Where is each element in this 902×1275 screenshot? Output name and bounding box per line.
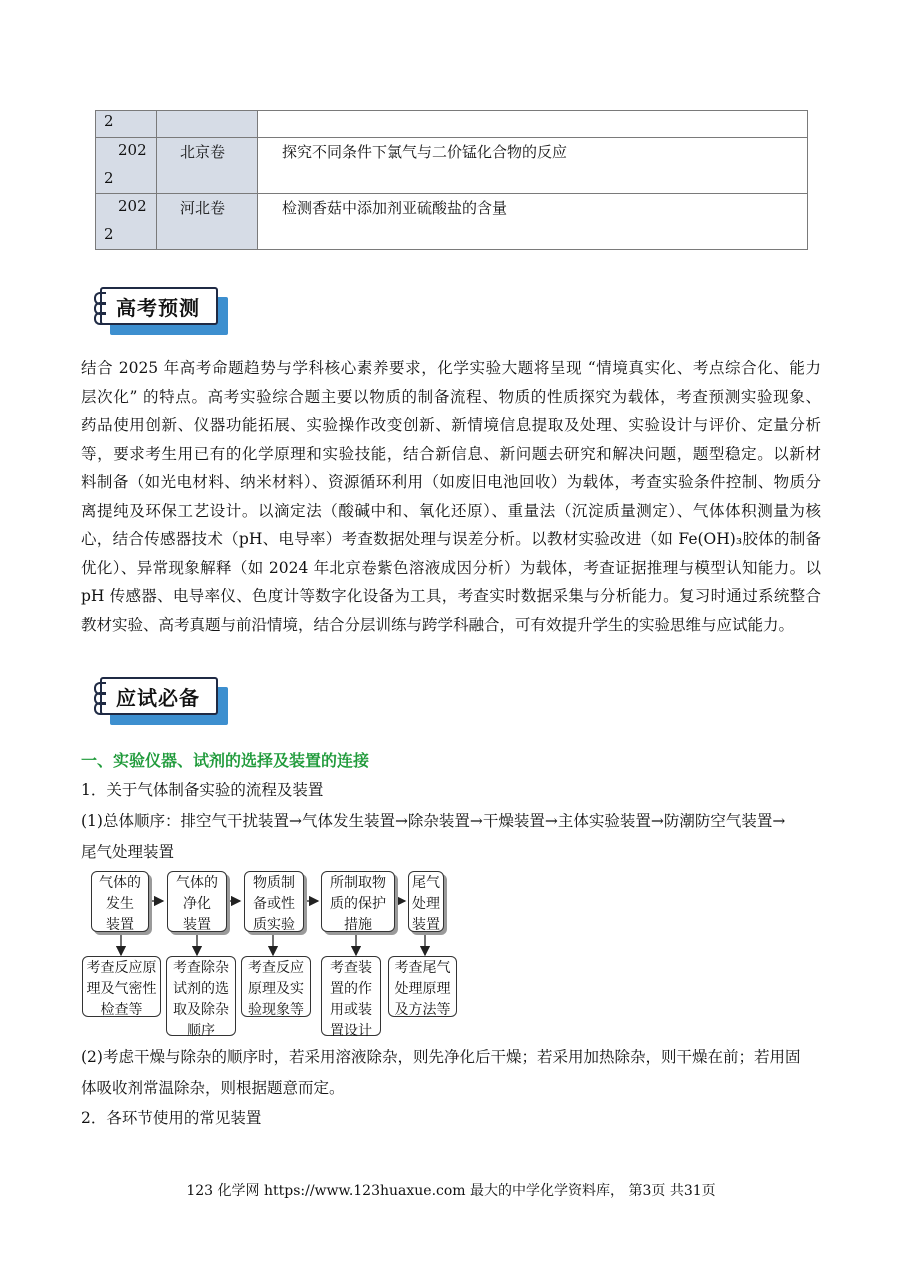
body-line: (1)总体顺序：排空气干扰装置→气体发生装置→除杂装置→干燥装置→主体实验装置→防潮防空气装置→ xyxy=(81,812,786,830)
paragraph-line: 结合 2025 年高考命题趋势与学科核心素养要求，化学实验大题将呈现 “情境真实化、考点综合化、能力 xyxy=(81,359,821,377)
flow-text: 装置 xyxy=(183,917,211,933)
flow-text: 用或装 xyxy=(330,1002,372,1018)
year-text-wrap: 2 xyxy=(104,225,114,243)
flow-step-generation xyxy=(91,871,149,932)
flow-text: 理及气密性 xyxy=(86,981,157,997)
flow-text: 置设计 xyxy=(330,1023,372,1039)
body-line: 尾气处理装置 xyxy=(81,843,175,861)
flow-text: 试剂的选 xyxy=(173,981,229,997)
flow-text: 考查尾气 xyxy=(394,960,451,976)
year-text: 202 xyxy=(118,197,147,215)
paragraph-line: 料制备（如光电材料、纳米材料）、资源循环利用（如废旧电池回收）为载体，考查实验条件控制、物质分 xyxy=(81,473,821,491)
flow-step-exhaust xyxy=(408,871,444,932)
paper-name: 北京卷 xyxy=(180,143,226,161)
flow-text: 备或性 xyxy=(253,896,295,912)
badge-label: 应试必备 xyxy=(116,686,200,710)
paragraph-line: 层次化” 的特点。高考实验综合题主要以物质的制备流程、物质的性质探究为载体，考查预测实验现象、 xyxy=(81,387,821,406)
paragraph-line: 教材实验、高考真题与前沿情境，结合分层训练与跨学科融合，可有效提升学生的实验思维与应试能力。 xyxy=(81,615,795,634)
item-heading: 2．各环节使用的常见装置 xyxy=(81,1109,262,1127)
flow-text: 取及除杂 xyxy=(173,1002,229,1018)
flow-step-purification xyxy=(167,871,227,932)
flow-note-main-experiment xyxy=(241,956,311,1017)
paragraph-line: 离提纯及环保工艺设计。以滴定法（酸碱中和、氧化还原）、重量法（沉淀质量测定）、气体体积测量为核 xyxy=(81,501,821,520)
flow-text: 装置 xyxy=(106,917,134,933)
topic-text: 检测香菇中添加剂亚硫酸盐的含量 xyxy=(282,199,508,217)
page-footer: 123 化学网 https://www.123huaxue.com 最大的中学化学资料库， 第3页 共31页 xyxy=(186,1183,716,1199)
flow-text: 所制取物 xyxy=(330,875,386,891)
flow-text: 装置 xyxy=(412,917,440,933)
flow-text: 考查反应 xyxy=(248,960,304,976)
year-text: 202 xyxy=(118,141,147,159)
paragraph-line: 药品使用创新、仪器功能拓展、实验操作改变创新、新情境信息提取及处理、实验设计与评价、定量分析 xyxy=(81,416,821,434)
flow-text: 质实验 xyxy=(253,917,295,933)
section-heading: 一、实验仪器、试剂的选择及装置的连接 xyxy=(81,751,370,770)
flow-text: 物质制 xyxy=(253,875,295,891)
flow-text: 原理及实 xyxy=(248,981,304,997)
flow-note-exhaust xyxy=(388,956,457,1017)
flow-note-protection xyxy=(321,956,381,1039)
flow-note-generation xyxy=(82,956,161,1017)
paragraph-line: 优化）、异常现象解释（如 2024 年北京卷紫色溶液成因分析）为载体，考查证据推理与模型认知能力。以 xyxy=(81,558,821,577)
flow-text: 净化 xyxy=(183,896,211,912)
flow-text: 考查除杂 xyxy=(173,960,229,976)
flow-text: 发生 xyxy=(106,896,134,912)
body-line: (2)考虑干燥与除杂的顺序时，若采用溶液除杂，则先净化后干燥；若采用加热除杂，则干燥在前；若用固 xyxy=(81,1048,801,1066)
flow-note-purification xyxy=(166,956,236,1039)
paragraph-line: pH 传感器、电导率仪、色度计等数字化设备为工具，考查实时数据采集与分析能力。复习时通过系统整合 xyxy=(81,587,821,605)
topic-text: 探究不同条件下氯气与二价锰化合物的反应 xyxy=(282,143,568,161)
year-text-wrap: 2 xyxy=(104,169,114,187)
flow-text: 处理原理 xyxy=(394,981,451,997)
flow-text: 质的保护 xyxy=(330,896,386,912)
paper-name: 河北卷 xyxy=(180,199,226,217)
flow-text: 措施 xyxy=(344,917,372,933)
flow-text: 尾气 xyxy=(412,875,440,891)
flow-text: 检查等 xyxy=(100,1002,143,1018)
paragraph-line: 心，结合传感器技术（pH、电导率）考查数据处理与误差分析。以教材实验改进（如 Fe(OH)₃胶体的制备 xyxy=(81,530,821,548)
flow-text: 处理 xyxy=(412,896,440,912)
year-fragment: 2 xyxy=(104,112,114,130)
flow-text: 验现象等 xyxy=(248,1002,304,1018)
flow-text: 考查反应原 xyxy=(86,960,157,976)
item-heading: 1．关于气体制备实验的流程及装置 xyxy=(81,781,324,799)
paragraph-line: 等，要求考生用已有的化学原理和实验技能，结合新信息、新问题去研究和解决问题，题型稳定。以新材 xyxy=(81,444,821,463)
flow-step-main-experiment xyxy=(244,871,304,932)
flow-text: 气体的 xyxy=(99,875,141,891)
flow-text: 顺序 xyxy=(187,1023,215,1039)
flow-text: 置的作 xyxy=(330,981,372,997)
flow-text: 及方法等 xyxy=(394,1002,451,1018)
flow-text: 气体的 xyxy=(176,875,218,891)
badge-label: 高考预测 xyxy=(116,296,200,320)
flow-text: 考查装 xyxy=(330,960,372,976)
flow-step-protection xyxy=(321,871,395,932)
body-line: 体吸收剂常温除杂，则根据题意而定。 xyxy=(81,1079,345,1097)
